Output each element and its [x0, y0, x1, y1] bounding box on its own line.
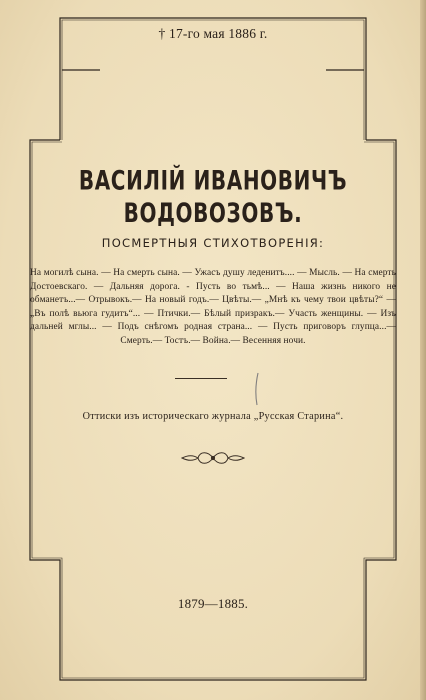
floral-vignette-icon: [178, 448, 248, 468]
collection-subtitle: ПОСМЕРТНЫЯ СТИХОТВОРЕНІЯ:: [101, 236, 325, 250]
author-name-title: ВАСИЛІЙ ИВАНОВИЧЪ ВОДОВОЗОВЪ.: [78, 164, 348, 229]
years-range: 1879—1885.: [177, 596, 249, 611]
poems-contents-list: На могилѣ сына. — На смерть сына. — Ужасъ душу леденитъ.... — Мысль. — На смерть Достоевскаго. — Дальняя дорога. - Пусть во тьмѣ... — Наша жизнь никого не обманетъ...— Отрывокъ.— На новый годъ.— Цвѣты.— „Мнѣ къ чему твои цвѣты?“ — „Въ полѣ вьюга гудитъ“... — Птички.— Бѣлый призракъ.— Участь женщины. — Изъ дальней мглы... — Подъ снѣгомъ родная страна... — Пусть приговоръ глупца...— Смерть.— Тостъ.— Война.— Весенняя ночи.: [30, 268, 396, 346]
offprint-note: Оттиски изъ историческаго журнала „Русская Старина“.: [82, 411, 344, 422]
pencil-mark-icon: [254, 372, 260, 406]
divider-rule: [175, 378, 227, 379]
death-date: † 17-го мая 1886 г.: [158, 26, 268, 41]
